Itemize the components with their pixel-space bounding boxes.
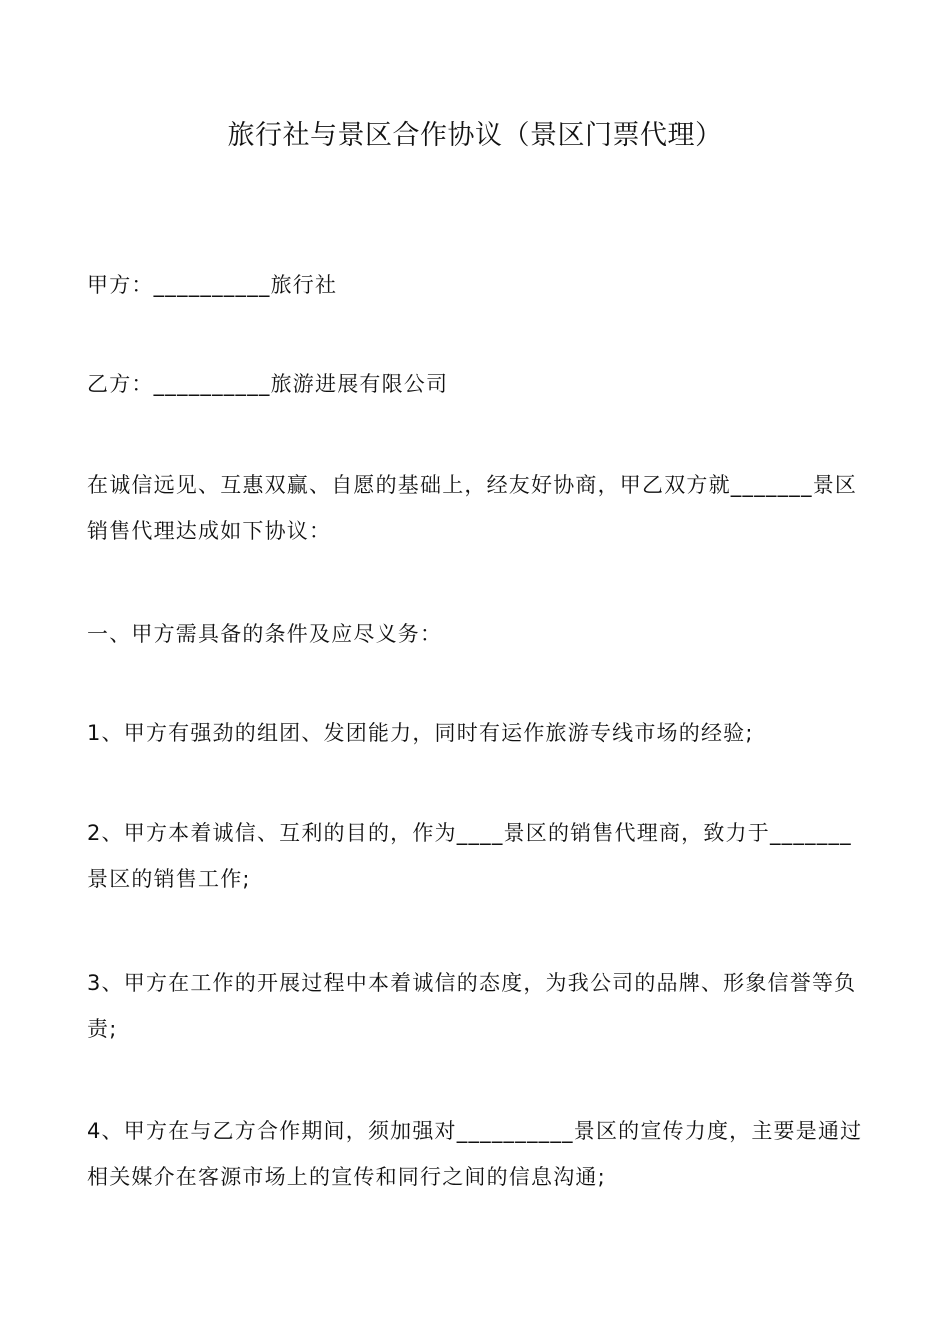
clause-1: 1、甲方有强劲的组团、发团能力，同时有运作旅游专线市场的经验; [87, 721, 754, 745]
document-title: 旅行社与景区合作协议（景区门票代理） [227, 120, 723, 151]
party-b-line: 乙方：__________旅游进展有限公司 [87, 372, 449, 396]
clause-3: 3、甲方在工作的开展过程中本着诚信的态度，为我公司的品牌、形象信誉等负责; [87, 971, 857, 1041]
party-a-line: 甲方：__________旅行社 [87, 273, 338, 297]
section-heading: 一、甲方需具备的条件及应尽义务： [87, 622, 443, 646]
preamble-paragraph: 在诚信远见、互惠双赢、自愿的基础上，经友好协商，甲乙双方就_______景区销售代理达成如下协议： [87, 473, 858, 543]
clause-2: 2、甲方本着诚信、互利的目的，作为____景区的销售代理商，致力于_______景区的销售工作; [87, 821, 852, 891]
clause-4: 4、甲方在与乙方合作期间，须加强对__________景区的宣传力度，主要是通过相关媒介在客源市场上的宣传和同行之间的信息沟通; [87, 1119, 863, 1189]
